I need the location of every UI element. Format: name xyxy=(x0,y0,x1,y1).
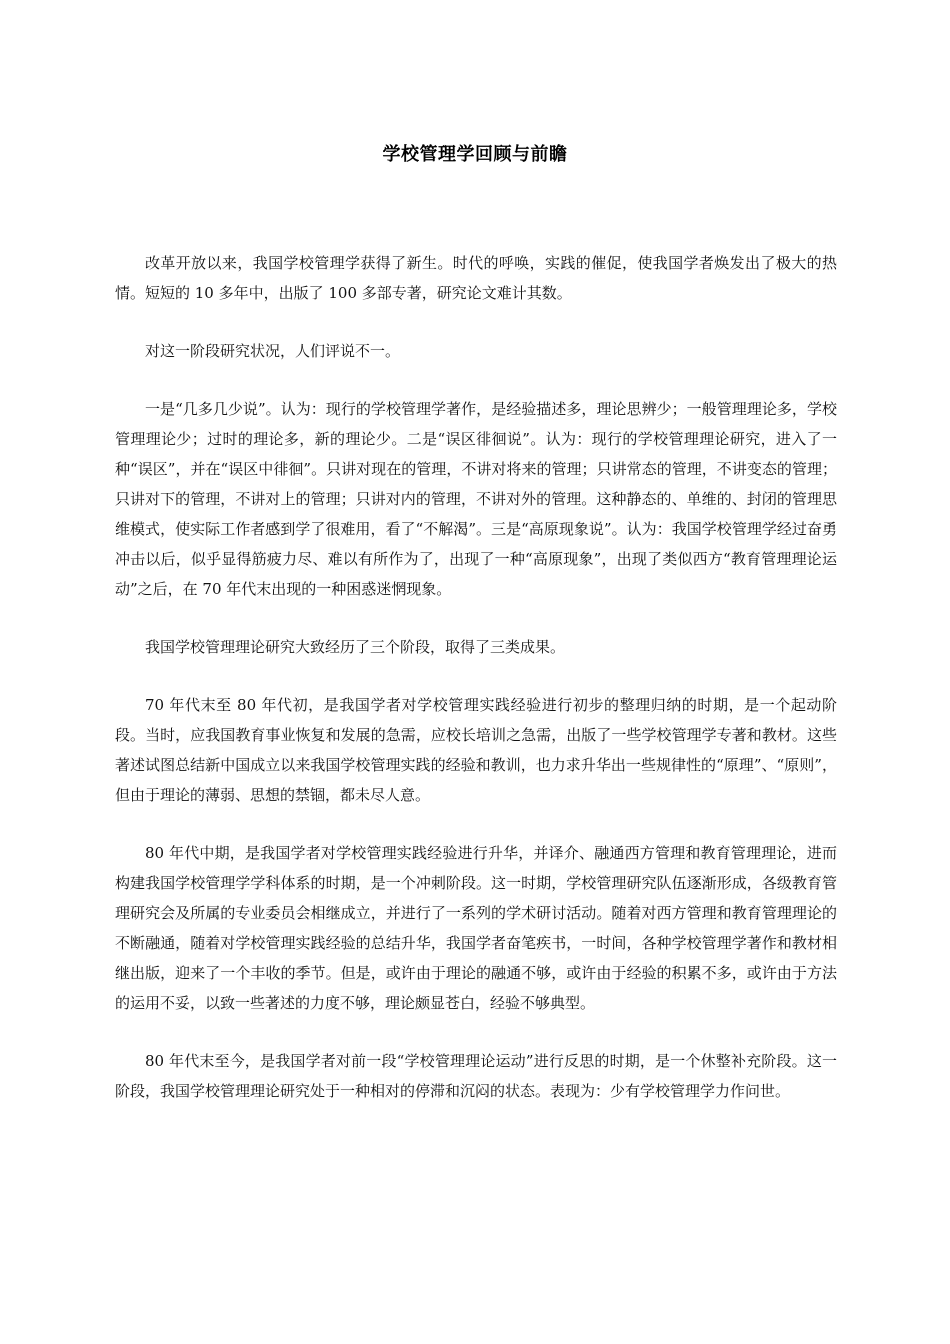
document-title: 学校管理学回顾与前瞻 xyxy=(382,144,568,165)
paragraph-3: 一是“几多几少说”。认为：现行的学校管理学著作，是经验描述多，理论思辨少；一般管理理论多，学校管理理论少；过时的理论多，新的理论少。二是“误区徘徊说”。认为：现行的学校管理理论研究，进入了一种“误区”，并在“误区中徘徊”。只讲对现在的管理，不讲对将来的管理；只讲常态的管理，不讲变态的管理；只讲对下的管理，不讲对上的管理；只讲对内的管理，不讲对外的管理。这种静态的、单维的、封闭的管理思维模式，使实际工作者感到学了很难用，看了“不解渴”。三是“高原现象说”。认为：我国学校管理学经过奋勇冲击以后，似乎显得筋疲力尽、难以有所作为了，出现了一种“高原现象”，出现了类似西方“教育管理理论运动”之后，在 70 年代末出现的一种困惑迷惘现象。 xyxy=(115,400,837,598)
paragraph-1: 改革开放以来，我国学校管理学获得了新生。时代的呼唤，实践的催促，使我国学者焕发出了极大的热情。短短的 10 多年中，出版了 100 多部专著，研究论文难计其数。 xyxy=(115,254,837,302)
paragraph-4: 我国学校管理理论研究大致经历了三个阶段，取得了三类成果。 xyxy=(145,638,566,656)
paragraph-6: 80 年代中期，是我国学者对学校管理实践经验进行升华，并译介、融通西方管理和教育管理理论，进而构建我国学校管理学学科体系的时期，是一个冲刺阶段。这一时期，学校管理研究队伍逐渐形成，各级教育管理研究会及所属的专业委员会相继成立，并进行了一系列的学术研讨活动。随着对西方管理和教育管理理论的不断融通，随着对学校管理实践经验的总结升华，我国学者奋笔疾书，一时间，各种学校管理学著作和教材相继出版，迎来了一个丰收的季节。但是，或许由于理论的融通不够，或许由于经验的积累不多，或许由于方法的运用不妥，以致一些著述的力度不够，理论颇显苍白，经验不够典型。 xyxy=(115,844,837,1012)
paragraph-7: 80 年代末至今，是我国学者对前一段“学校管理理论运动”进行反思的时期，是一个休整补充阶段。这一阶段，我国学校管理理论研究处于一种相对的停滞和沉闷的状态。表现为：少有学校管理学力作问世。 xyxy=(115,1052,837,1100)
document-body xyxy=(115,248,837,1134)
paragraph-2: 对这一阶段研究状况，人们评说不一。 xyxy=(145,342,401,360)
paragraph-5: 70 年代末至 80 年代初，是我国学者对学校管理实践经验进行初步的整理归纳的时期，是一个起动阶段。当时，应我国教育事业恢复和发展的急需，应校长培训之急需，出版了一些学校管理学专著和教材。这些著述试图总结新中国成立以来我国学校管理实践的经验和教训，也力求升华出一些规律性的“原理”、“原则”，但由于理论的薄弱、思想的禁锢，都未尽人意。 xyxy=(115,696,837,804)
